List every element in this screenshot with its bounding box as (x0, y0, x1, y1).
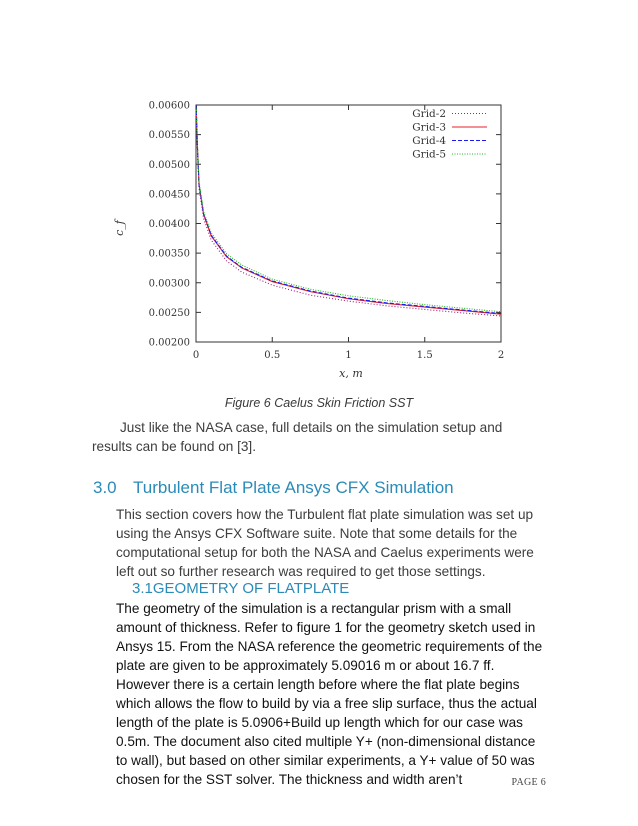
legend-label: Grid-3 (412, 121, 446, 134)
subsection-heading (132, 580, 349, 597)
section-heading (93, 478, 454, 498)
legend-label: Grid-4 (412, 135, 446, 147)
series-line-grid-5 (196, 105, 501, 312)
series-line-grid-2 (196, 105, 501, 316)
y-tick-label: 0.00400 (148, 219, 190, 230)
series-line-grid-4 (196, 105, 501, 314)
y-tick-label: 0.00600 (148, 100, 190, 112)
x-tick-label: 1.5 (416, 350, 433, 361)
paragraph-nasa-reference: Just like the NASA case, full details on the simulation setup and results can be found on [3]. (92, 420, 503, 454)
x-axis-label: x, m (339, 367, 363, 380)
page-number: PAGE 6 (511, 777, 546, 788)
figure-caption: Figure 6 Caelus Skin Friction SST (224, 396, 414, 410)
x-tick-label: 1 (345, 350, 352, 361)
paragraph-geometry: The geometry of the simulation is a rectangular prism with a small amount of thickness. Refer to figure 1 for the geometry sketch used in Ansys 15. From the NASA reference the geometric requirements of the plate are given to be approximately 5.09016 m or about 16.7 ff. However there is a certain length before where the flat plate begins which allows the flow to build by via a free slip surface, thus the actual length of the plate is 5.0906+Build up length which for our case was 0.5m. The document also cited multiple Y+ (non-dimensional distance to wall), but based on other similar experiments, a Y+ value of 50 was chosen for the SST solver. The thickness and width aren’t (116, 601, 543, 787)
subsection-number: 3.1 (132, 580, 153, 597)
x-tick-label: 0.5 (264, 350, 281, 361)
legend-label: Grid-2 (412, 108, 446, 120)
legend-label: Grid-5 (412, 148, 446, 161)
y-tick-label: 0.00500 (148, 159, 190, 171)
y-tick-label: 0.00450 (148, 189, 190, 201)
y-tick-label: 0.00250 (148, 307, 190, 319)
x-tick-label: 0 (192, 350, 200, 361)
paragraph-section-intro: This section covers how the Turbulent flat plate simulation was set up using the Ansys CFX Software suite. Note that some details for the computational setup for both the NASA and Caelus experiments were left out so further research was required to get those settings. (116, 507, 534, 579)
y-axis-label: c_f (113, 220, 126, 236)
y-tick-label: 0.00550 (148, 130, 190, 142)
subsection-title: GEOMETRY OF FLATPLATE (152, 580, 350, 597)
series-line-grid-3 (196, 105, 501, 314)
y-tick-label: 0.00350 (148, 248, 190, 260)
y-tick-label: 0.00300 (148, 278, 190, 290)
section-title: Turbulent Flat Plate Ansys CFX Simulation (133, 478, 454, 497)
section-number: 3.0 (93, 478, 117, 497)
x-tick-label: 2 (497, 350, 505, 361)
y-tick-label: 0.00200 (148, 337, 190, 349)
skin-friction-chart (95, 90, 525, 390)
